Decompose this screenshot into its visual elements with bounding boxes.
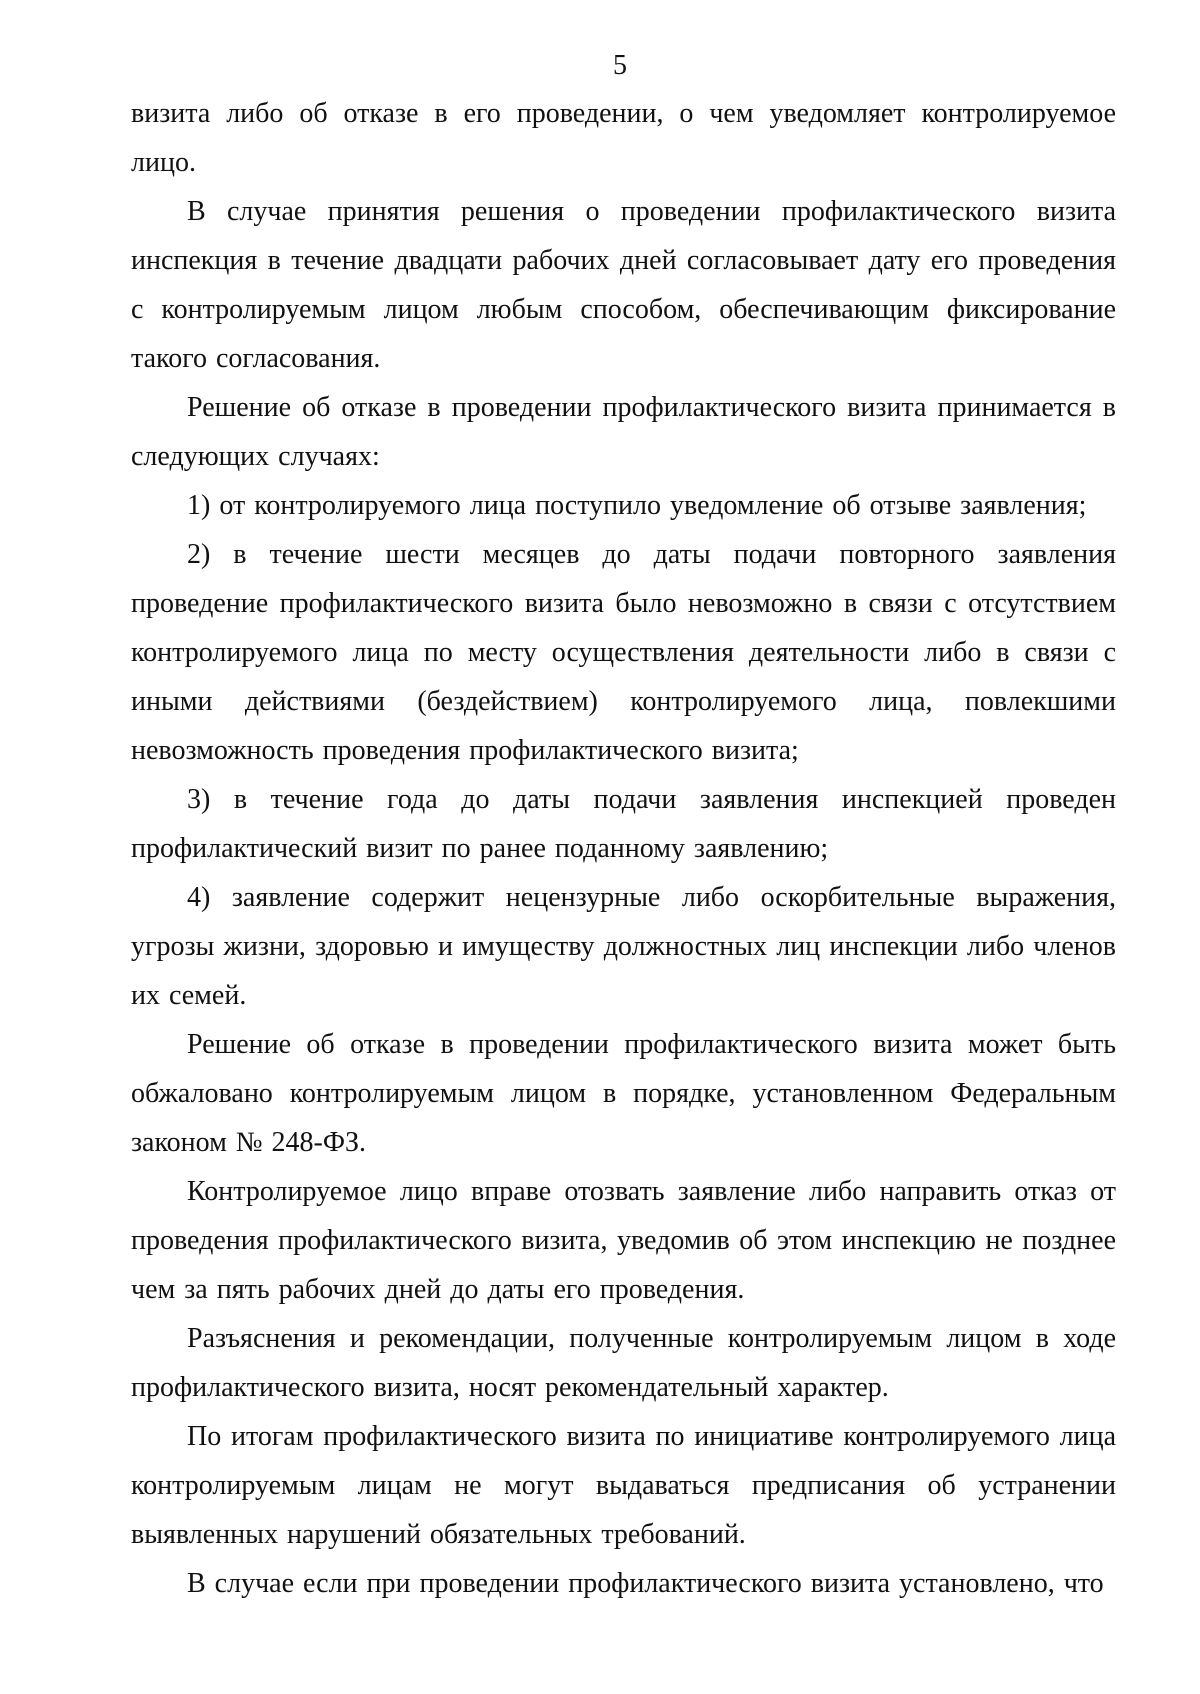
paragraph-appeal: Решение об отказе в проведении профилактического визита может быть обжаловано контролируемым лицом в порядке, установленном Федеральным законом № 248-ФЗ.	[131, 1029, 1116, 1158]
list-item-case-4: 4) заявление содержит нецензурные либо оскорбительные выражения, угрозы жизни, здоровью и имуществу должностных лиц инспекции либо членов их семей.	[131, 882, 1116, 1011]
page-number: 5	[613, 50, 627, 81]
paragraph-withdrawal: Контролируемое лицо вправе отозвать заявление либо направить отказ от проведения профилактического визита, уведомив об этом инспекцию не позднее чем за пять рабочих дней до даты его проведения.	[131, 1176, 1116, 1305]
paragraph-no-orders: По итогам профилактического визита по инициативе контролируемого лица контролируемым лицам не могут выдаваться предписания об устранении выявленных нарушений обязательных требований.	[131, 1421, 1116, 1550]
list-item-case-2: 2) в течение шести месяцев до даты подачи повторного заявления проведение профилактического визита было невозможно в связи с отсутствием контролируемого лица по месту осуществления деятельности либо в связи с иными действиями (бездействием) контролируемого лица, повлекшими невозможность проведения профилактического визита;	[131, 539, 1116, 766]
paragraph-continuation: визита либо об отказе в его проведении, о чем уведомляет контролируемое лицо.	[131, 98, 1116, 178]
list-item-case-3: 3) в течение года до даты подачи заявления инспекцией проведен профилактический визит по ранее поданному заявлению;	[131, 784, 1116, 864]
list-item-case-1: 1) от контролируемого лица поступило уведомление об отзыве заявления;	[187, 490, 1087, 521]
paragraph-date-agreement: В случае принятия решения о проведении профилактического визита инспекция в течение двадцати рабочих дней согласовывает дату его проведения с контролируемым лицом любым способом, обеспечивающим фиксирование такого согласования.	[131, 196, 1116, 374]
document-body	[131, 89, 1116, 1608]
paragraph-recommendations: Разъяснения и рекомендации, полученные контролируемым лицом в ходе профилактического визита, носят рекомендательный характер.	[131, 1323, 1116, 1403]
paragraph-final-partial: В случае если при проведении профилактического визита установлено, что	[187, 1568, 1104, 1599]
paragraph-refusal-cases-intro: Решение об отказе в проведении профилактического визита принимается в следующих случаях:	[131, 392, 1116, 472]
